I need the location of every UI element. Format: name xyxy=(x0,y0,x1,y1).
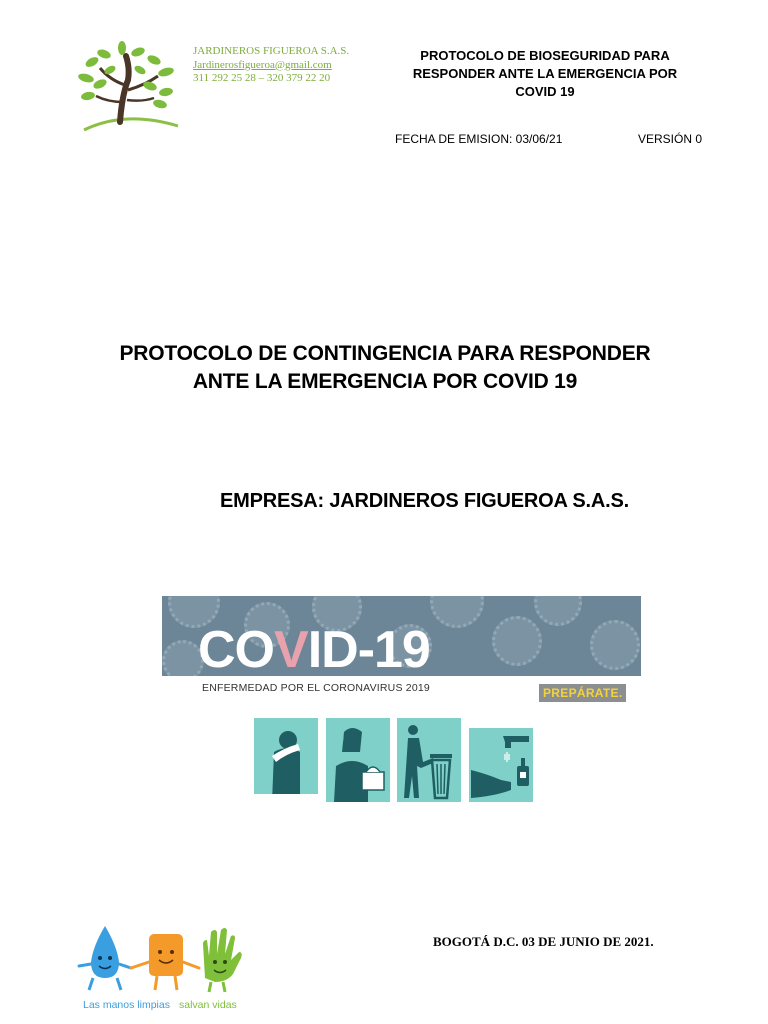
document-title-line: ANTE LA EMERGENCIA POR COVID 19 xyxy=(192,370,578,393)
protocol-header-line: PROTOCOLO DE BIOSEGURIDAD PARA xyxy=(420,48,670,63)
virus-icon xyxy=(590,620,640,670)
clean-hands-logo xyxy=(75,922,255,1014)
hands-mascots-icon xyxy=(75,922,255,1014)
virus-icon xyxy=(534,596,582,626)
company-logo-tree xyxy=(70,40,185,135)
virus-icon xyxy=(430,596,484,628)
slogan-part2: salvan vidas xyxy=(179,999,237,1011)
document-title xyxy=(60,340,710,396)
document-version: VERSIÓN 0 xyxy=(638,132,703,146)
virus-icon xyxy=(492,616,542,666)
company-name: JARDINEROS FIGUEROA S.A.S. xyxy=(193,45,350,57)
covid-banner-image xyxy=(162,596,641,810)
trash-disposal-icon xyxy=(397,718,461,802)
cough-elbow-icon xyxy=(254,718,318,802)
company-phones: 311 292 25 28 – 320 379 22 20 xyxy=(193,72,331,84)
protocol-header-line: RESPONDER ANTE LA EMERGENCIA POR xyxy=(412,66,678,81)
covid-subtitle: ENFERMEDAD POR EL CORONAVIRUS 2019 xyxy=(202,682,430,694)
prepare-badge: PREPÁRATE. xyxy=(539,684,626,702)
hand-washing-icon xyxy=(469,718,533,802)
company-line: EMPRESA: JARDINEROS FIGUEROA S.A.S. xyxy=(220,490,629,512)
covid-title-part2: ID-19 xyxy=(307,621,430,679)
covid-title xyxy=(198,620,430,680)
covid-title-accent: V xyxy=(274,621,308,679)
covid-title-part1: CO xyxy=(198,621,274,679)
document-title-line: PROTOCOLO DE CONTINGENCIA PARA RESPONDER xyxy=(119,342,651,365)
tissue-sneeze-icon xyxy=(326,718,390,802)
emission-date: FECHA DE EMISION: 03/06/21 xyxy=(395,132,563,146)
city-date: BOGOTÁ D.C. 03 DE JUNIO DE 2021. xyxy=(433,934,654,949)
protocol-header-title xyxy=(395,47,695,101)
slogan-part1: Las manos limpias xyxy=(83,999,170,1011)
company-contact-block xyxy=(193,45,349,86)
tree-icon xyxy=(70,40,185,135)
company-email-link[interactable]: Jardinerosfigueroa@gmail.com xyxy=(193,58,332,71)
protocol-header-line: COVID 19 xyxy=(515,84,575,99)
